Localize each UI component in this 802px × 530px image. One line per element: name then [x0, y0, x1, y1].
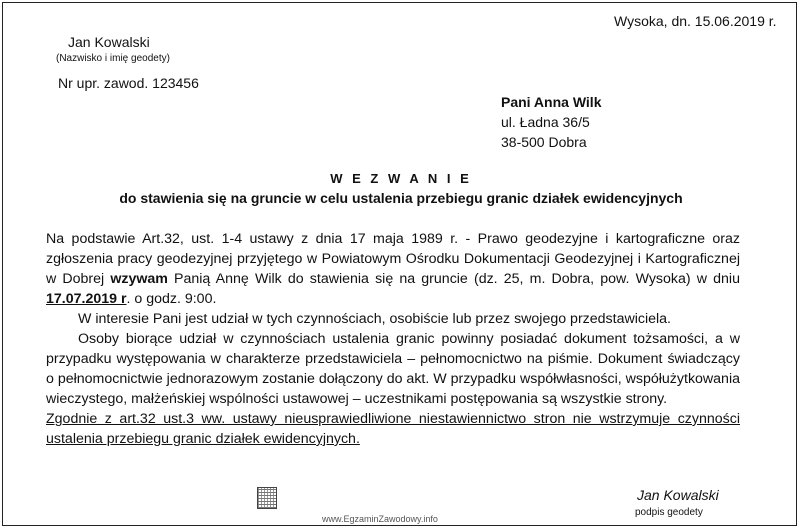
signature-name: Jan Kowalski — [637, 487, 719, 503]
document-body — [46, 229, 740, 449]
qr-code-icon — [257, 487, 277, 509]
paragraph-legal-notice: Zgodnie z art.32 ust.3 ww. ustawy nieusprawiedliwione niestawiennictwo stron nie wstrzymuje czynności ustalenia przebiegu granic działek ewidencyjnych. — [46, 411, 740, 447]
watermark-text: www.EgzaminZawodowy.info — [322, 514, 438, 524]
signature-caption: podpis geodety — [635, 507, 703, 518]
meeting-date: 17.07.2019 r — [46, 291, 127, 307]
document-title: W E Z W A N I E — [330, 171, 472, 186]
sender-name: Jan Kowalski — [68, 34, 150, 50]
recipient-city: 38-500 Dobra — [501, 134, 587, 150]
paragraph-interest: W interesie Pani jest udział w tych czynnościach, osobiście lub przez swojego przedstawiciela. — [78, 311, 671, 327]
paragraph-legal-basis: Na podstawie Art.32, ust. 1-4 ustawy z dnia 17 maja 1989 r. - Prawo geodezyjne i kartograficzne oraz zgłoszenia pracy geodezyjnej przyjętego w Powiatowym Ośrodku Dokumentacji Geodezyjnej i Kartograficznej w Dobrej wzywam Panią Annę Wilk do stawienia się na gruncie (dz. 25, m. Dobra, pow. Wysoka) w dniu 17.07.2019 r. o godz. 9:00. — [46, 231, 740, 307]
recipient-name: Pani Anna Wilk — [501, 94, 602, 110]
license-number: Nr upr. zawod. 123456 — [58, 75, 199, 91]
sender-caption: (Nazwisko i imię geodety) — [56, 53, 170, 64]
recipient-street: ul. Ładna 36/5 — [501, 114, 590, 130]
document-subtitle: do stawienia się na gruncie w celu ustalenia przebiegu granic działek ewidencyjnych — [119, 190, 683, 206]
place-date: Wysoka, dn. 15.06.2019 r. — [614, 13, 777, 29]
paragraph-documents: Osoby biorące udział w czynnościach ustalenia granic powinny posiadać dokument tożsamości, a w przypadku występowania w charakterze przedstawiciela – pełnomocnictwo na piśmie. Dokument świadczący o pełnomocnictwie jednorazowym zostanie dołączony do akt. W przypadku współwłasności, współużytkowania wieczystego, małżeńskiej wspólności ustawowej – uczestnikami postępowania są wszystkie strony. — [46, 331, 740, 407]
summons-verb: wzywam — [110, 271, 168, 287]
